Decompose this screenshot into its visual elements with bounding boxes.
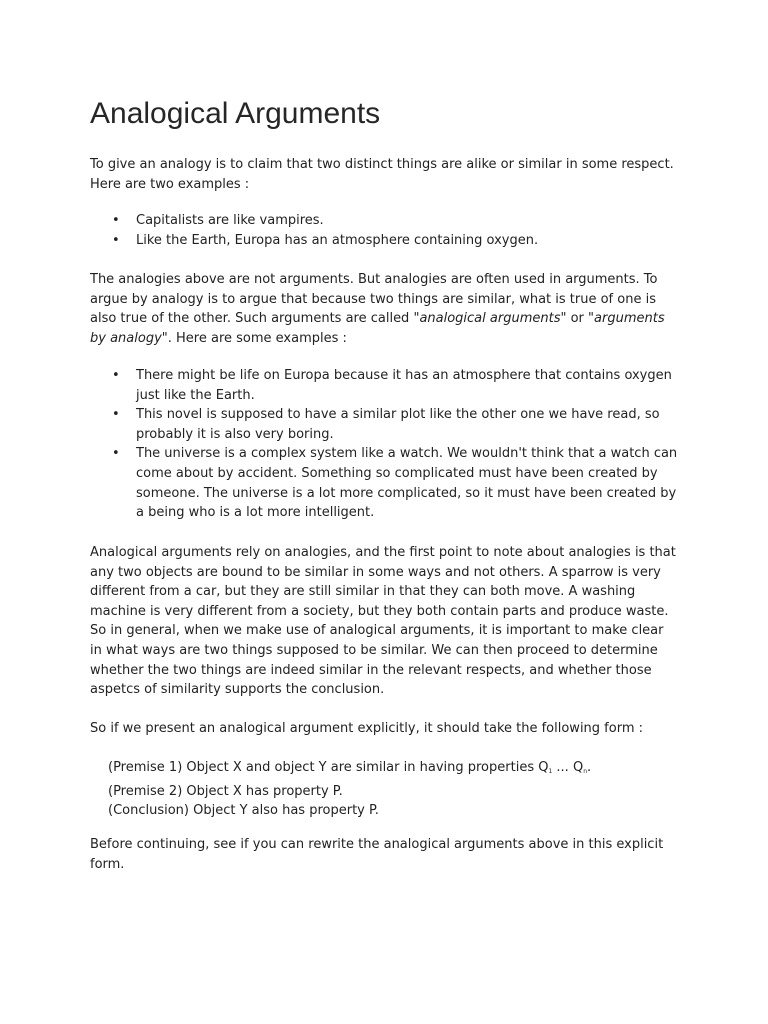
bullet-icon: • (112, 446, 120, 462)
list-item (90, 405, 678, 444)
bullet-icon: • (112, 232, 120, 248)
intro-paragraph: To give an analogy is to claim that two distinct things are alike or similar in some respect. Here are two examples : (90, 157, 674, 192)
list-item (90, 211, 678, 231)
premise-1-text: ... Q (552, 760, 584, 775)
similarity-paragraph: Analogical arguments rely on analogies, and the first point to note about analogies is that any two objects are bound to be similar in some ways and not others. A sparrow is very different from a car, but they are still similar in that they can both move. A washing machine is very different from a society, but they both contain parts and produce waste. So in general, when we make use of analogical arguments, it is important to make clear in what ways are two things supposed to be similar. We can then proceed to determine whether the two things are indeed similar in the relevant respects, and whether those aspetcs of similarity supports the conclusion. (90, 545, 676, 698)
bullet-icon: • (112, 407, 120, 423)
list-item-text: The universe is a complex system like a watch. We wouldn't think that a watch can come about by accident. Something so complicated must have been created by someone. The universe is a lot more complicated, so it must have been created by a being who is a lot more intelligent. (136, 446, 678, 521)
paragraph-text: ". Here are some examples : (161, 330, 347, 346)
bullet-icon: • (112, 213, 120, 228)
list-item-text: There might be life on Europa because it has an atmosphere that contains oxygen just like the Earth. (136, 368, 672, 403)
paragraph-text: The analogies above are not arguments. But analogies are often used in arguments. To argue by analogy is to argue that because two things are similar, what is true of one is also true of the other. Such arguments are called " (90, 272, 658, 327)
term-analogical-arguments: analogical arguments (419, 311, 561, 327)
premise-2: (Premise 2) Object X has property P. (108, 783, 343, 799)
list-item-text: Capitalists are like vampires. (136, 213, 324, 228)
premise-1-text: . (587, 760, 592, 775)
list-item-text: This novel is supposed to have a similar plot like the other one we have read, so probably it is also very boring. (136, 407, 660, 442)
closing-paragraph: Before continuing, see if you can rewrite the analogical arguments above in this explicit form. (90, 837, 664, 872)
premise-1-text: (Premise 1) Object X and object Y are similar in having properties Q (108, 760, 549, 775)
page-title: Analogical Arguments (90, 97, 381, 130)
explicit-form-intro: So if we present an analogical argument explicitly, it should take the following form : (90, 721, 644, 736)
term-arguments-by-analogy: arguments by analogy (90, 311, 665, 346)
premise-1 (108, 758, 678, 782)
bullet-icon: • (112, 368, 120, 383)
list-item (90, 366, 678, 405)
list-item (90, 444, 678, 522)
paragraph-text: " or " (560, 311, 595, 327)
argument-examples-list (90, 366, 678, 523)
arguments-definition-paragraph (90, 270, 678, 348)
argument-form (108, 758, 678, 821)
analogy-examples-list (90, 211, 678, 250)
conclusion: (Conclusion) Object Y also has property P. (108, 803, 379, 819)
subscript: 1 (548, 768, 553, 775)
list-item (90, 231, 678, 251)
subscript: n (583, 768, 587, 775)
list-item-text: Like the Earth, Europa has an atmosphere containing oxygen. (136, 232, 539, 248)
